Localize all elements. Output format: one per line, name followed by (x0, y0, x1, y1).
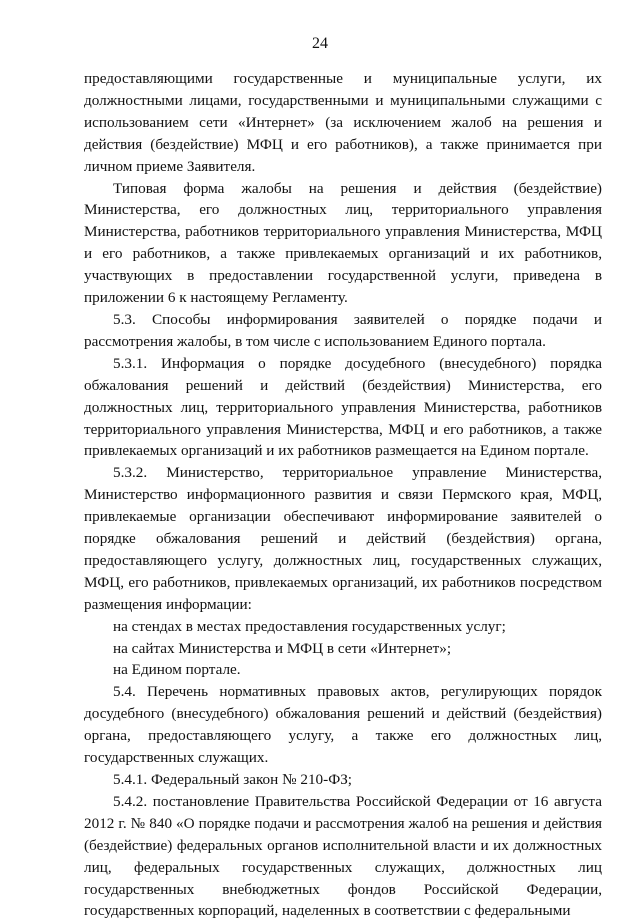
list-item-stands: на стендах в местах предоставления государственных услуг; (113, 617, 506, 635)
document-body (84, 68, 602, 922)
paragraph-5-4-1: 5.4.1. Федеральный закон № 210-ФЗ; (113, 771, 353, 788)
paragraph-5-4: 5.4. Перечень нормативных правовых актов, регулирующих порядок досудебного (внесудебного) обжалования решений и действий (бездействия) органа, предоставляющего услугу, а также его должностных лиц, государственных служащих. (84, 683, 602, 767)
paragraph-5-4-2: 5.4.2. постановление Правительства Российской Федерации от 16 августа 2012 г. № 840 «О порядке подачи и рассмотрения жалоб на решения и действия (бездействие) федеральных органов исполнительной власти и их должностных лиц, федеральных государственных служащих, должностных лиц государственных внебюджетных фондов Российской Федерации, государственных корпораций, наделенных в соответствии с федеральными (84, 792, 602, 920)
page-number: 24 (312, 35, 328, 52)
paragraph-continuation: предоставляющими государственные и муниципальные услуги, их должностными лицами, государственными и муниципальными служащими с использованием сети «Интернет» (за исключением жалоб на решения и действия (бездействие) МФЦ и его работников), а также принимается при личном приеме Заявителя. (84, 70, 602, 175)
paragraph-complaint-form: Типовая форма жалобы на решения и действия (бездействие) Министерства, его должностных лиц, территориального управления Министерства, работников территориального управления Министерства, МФЦ и его работников, а также привлекаемых организаций и их работников, участвующих в предоставлении государственной услуги, приведена в приложении 6 к настоящему Регламенту. (84, 179, 602, 307)
paragraph-5-3: 5.3. Способы информирования заявителей о порядке подачи и рассмотрения жалобы, в том числе с использованием Единого портала. (84, 310, 602, 350)
paragraph-5-3-1: 5.3.1. Информация о порядке досудебного (внесудебного) порядка обжалования решений и действий (бездействия) Министерства, его должностных лиц, территориального управления Министерства, работников территориального управления Министерства, МФЦ и его работников, а также привлекаемых организаций и их работников размещается на Едином портале. (84, 354, 602, 460)
paragraph-5-3-2: 5.3.2. Министерство, территориальное управление Министерства, Министерство информационного развития и связи Пермского края, МФЦ, привлекаемые организации обеспечивают информирование заявителей о порядке обжалования решений и действий (бездействия) органа, предоставляющего услугу, должностных лиц, государственных служащих, МФЦ, его работников, привлекаемых организаций, их работников посредством размещения информации: (84, 464, 602, 613)
list-item-portal: на Едином портале. (113, 661, 241, 679)
list-item-websites: на сайтах Министерства и МФЦ в сети «Интернет»; (113, 639, 452, 657)
